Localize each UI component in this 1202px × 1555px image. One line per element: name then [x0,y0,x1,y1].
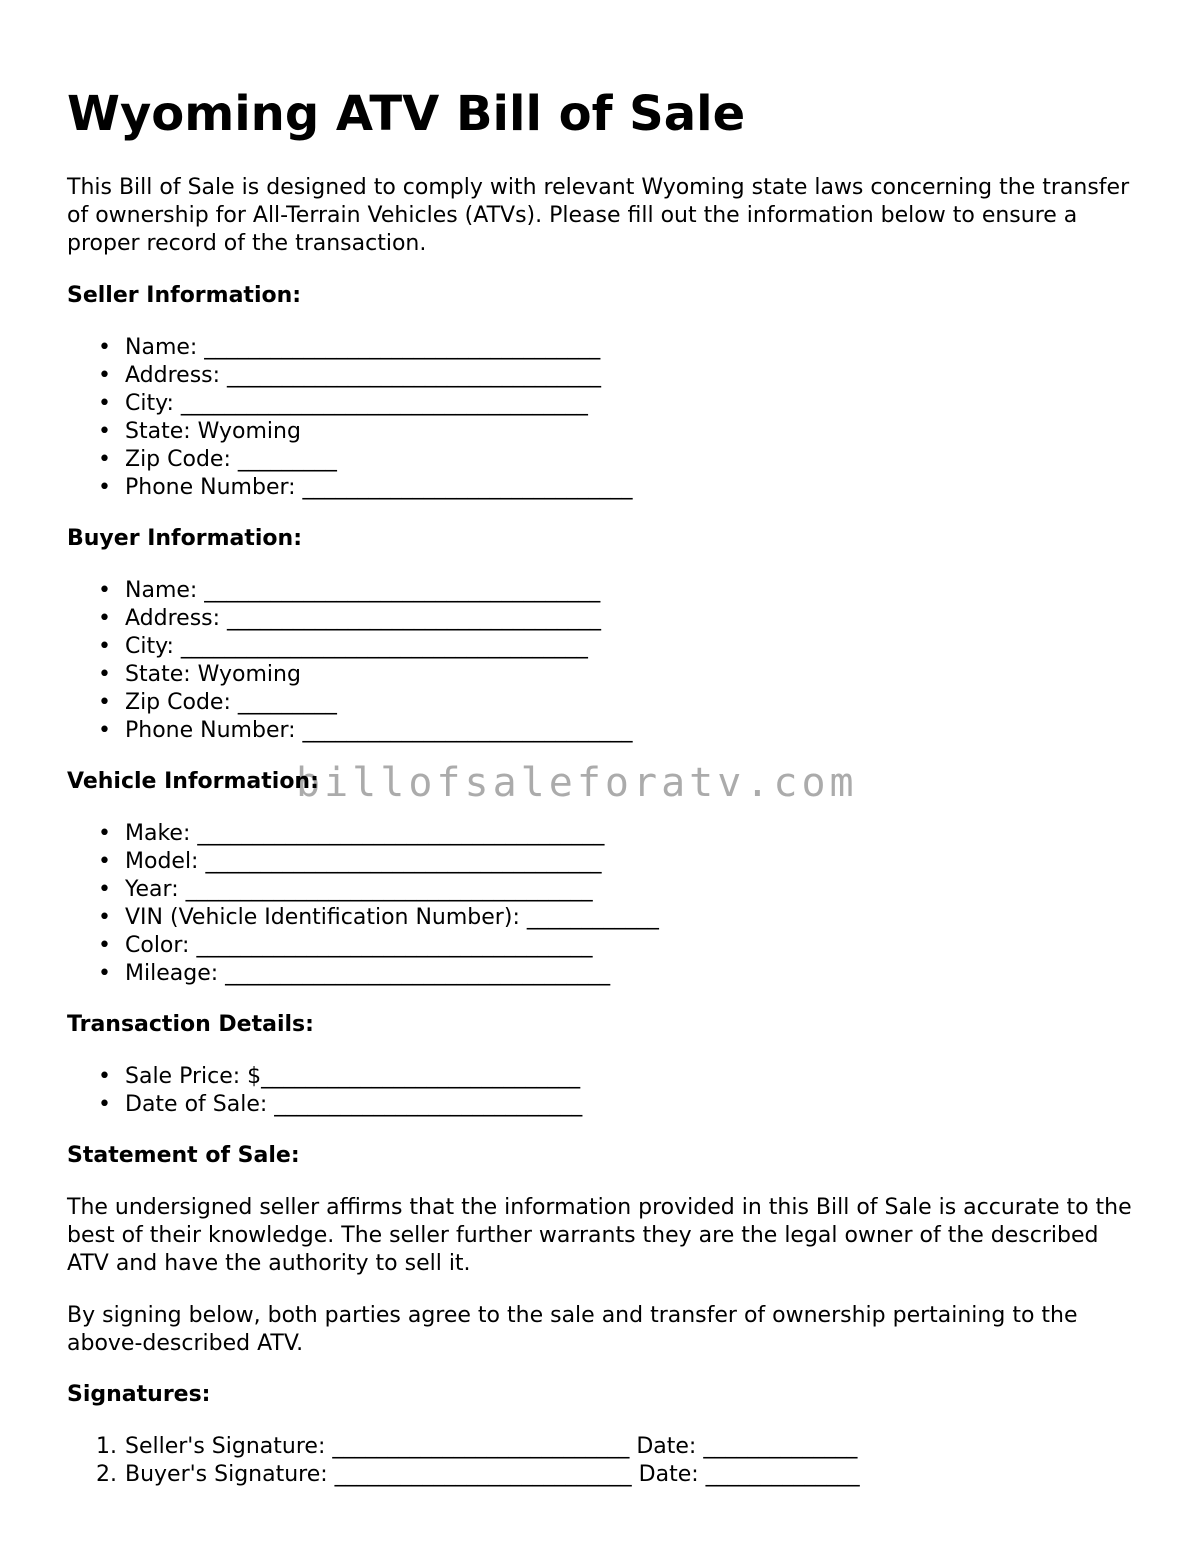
buyer-city-field[interactable]: • City: _____________________________________ [67,633,633,661]
buyer-state-field: • State: Wyoming [67,661,633,689]
seller-phone-field[interactable]: • Phone Number: ______________________________ [67,474,633,502]
buyer-name-field[interactable]: • Name: ____________________________________ [67,577,633,605]
transaction-list [67,1063,582,1119]
statement-heading: Statement of Sale: [67,1143,300,1168]
seller-name-field[interactable]: • Name: ____________________________________ [67,334,633,362]
seller-list [67,334,633,502]
seller-state-field: • State: Wyoming [67,418,633,446]
watermark-text: billofsaleforatv.com [296,760,858,806]
seller-heading: Seller Information: [67,283,302,308]
sale-price-field[interactable]: • Sale Price: $_____________________________ [67,1063,582,1091]
vehicle-heading: Vehicle Information: [67,769,319,794]
vehicle-list [67,820,659,988]
list-marker: 2. [96,1462,117,1487]
list-marker: 1. [96,1434,117,1459]
buyer-address-field[interactable]: • Address: __________________________________ [67,605,633,633]
vehicle-make-field[interactable]: • Make: _____________________________________ [67,820,659,848]
seller-address-field[interactable]: • Address: __________________________________ [67,362,633,390]
seller-zip-field[interactable]: • Zip Code: _________ [67,446,633,474]
seller-signature-line[interactable] [67,1433,860,1461]
statement-paragraph-2: By signing below, both parties agree to the sale and transfer of ownership pertaining to the above-described ATV. [67,1303,1078,1356]
vehicle-mileage-field[interactable]: • Mileage: ___________________________________ [67,960,659,988]
signatures-list [67,1433,860,1489]
vehicle-vin-field[interactable]: • VIN (Vehicle Identification Number): ____________ [67,904,659,932]
statement-paragraph-1: The undersigned seller affirms that the information provided in this Bill of Sale is accurate to the best of their knowledge. The seller further warrants they are the legal owner of the described ATV and have the authority to sell it. [67,1195,1132,1276]
vehicle-year-field[interactable]: • Year: _____________________________________ [67,876,659,904]
signatures-heading: Signatures: [67,1382,211,1407]
date-of-sale-field[interactable]: • Date of Sale: ____________________________ [67,1091,582,1119]
buyer-phone-field[interactable]: • Phone Number: ______________________________ [67,717,633,745]
buyer-signature-text: Buyer's Signature: ___________________________ Date: ______________ [125,1462,860,1487]
seller-city-field[interactable]: • City: _____________________________________ [67,390,633,418]
transaction-heading: Transaction Details: [67,1012,314,1037]
vehicle-model-field[interactable]: • Model: ____________________________________ [67,848,659,876]
seller-signature-text: Seller's Signature: ___________________________ Date: ______________ [125,1434,858,1459]
buyer-heading: Buyer Information: [67,526,302,551]
buyer-signature-line[interactable] [67,1461,860,1489]
vehicle-color-field[interactable]: • Color: ____________________________________ [67,932,659,960]
buyer-list [67,577,633,745]
intro-paragraph: This Bill of Sale is designed to comply with relevant Wyoming state laws concerning the transfer of ownership for All-Terrain Vehicles (ATVs). Please fill out the information below to ensure a proper record of the transaction. [67,175,1130,256]
buyer-zip-field[interactable]: • Zip Code: _________ [67,689,633,717]
page-title: Wyoming ATV Bill of Sale [67,86,746,142]
